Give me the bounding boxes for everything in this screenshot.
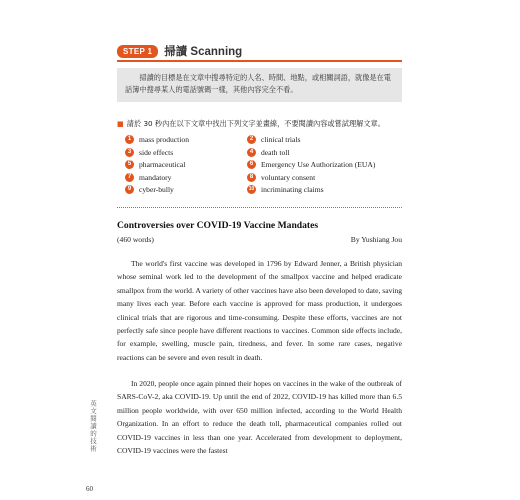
number-badge: 8: [247, 173, 256, 182]
step-title: 掃讀 Scanning: [164, 46, 243, 58]
step-divider: [117, 60, 402, 62]
number-badge: 2: [247, 135, 256, 144]
vocab-item: [247, 134, 300, 145]
word-count: (460 words): [117, 235, 154, 244]
vocab-item: [247, 172, 315, 183]
vocab-item: [125, 159, 185, 170]
square-bullet-icon: ■: [117, 119, 124, 128]
number-badge: 5: [125, 160, 134, 169]
article-paragraph-2: In 2020, people once again pinned their hopes on vaccines in the wake of the outbreak of SARS-CoV-2, aka COVID-19. Up until the end of 2022, COVID-19 has killed more than 6.5 million people worldwide, with over 650 million infected, according to the World Health Organization. In an effort to reduce the death toll, pharmaceutical companies rolled out COVID-19 vaccines in less than one year. Accelerated from development to deployment, COVID-19 vaccines were the fastest: [117, 379, 402, 456]
vocab-term: incriminating claims: [261, 185, 324, 194]
author-byline: By Yushiang Jou: [350, 235, 402, 244]
article-paragraph-1: The world's first vaccine was developed in 1796 by Edward Jenner, a British physician whose seminal work led to the development of the smallpox vaccine and helped eradicate smallpox from the world. A variety of other vaccines have also been developed to date, saving many lives each year. Before each vaccine is approved for mass production, it undergoes clinical trials that are rigorous and time-consuming. Despite these efforts, vaccines are not perfectly safe since people have different reactions to vaccines. Common side effects include, for example, swelling, muscle pain, tiredness, and fever. In some rare cases, negative reactions can be severe and even result in death.: [117, 259, 402, 362]
number-badge: 10: [248, 186, 255, 192]
vocab-term: death toll: [261, 147, 290, 157]
vocab-item: [247, 147, 289, 158]
number-badge: 6: [247, 160, 256, 169]
intro-box: 掃讀的目標是在文章中搜尋特定的人名、時間、地點，或相關詞語，就像是在電話簿中搜尋某人的電話號碼一樣，其他內容完全不看。: [117, 68, 402, 102]
vocab-term: side effects: [139, 147, 174, 157]
number-badge: 4: [247, 148, 256, 157]
vocab-term: pharmaceutical: [139, 160, 186, 169]
instruction-text: 請於 30 秒內在以下文章中找出下列文字並畫線，不要閱讀內容或嘗試理解文章。: [126, 119, 385, 128]
vocab-term: clinical trials: [261, 135, 301, 144]
vocab-term: mass production: [139, 135, 189, 144]
step-badge: STEP 1: [117, 45, 158, 58]
number-badge: 1: [125, 135, 134, 144]
vocab-item: [247, 159, 375, 170]
vocab-item: [125, 172, 171, 183]
vocab-item: [125, 147, 173, 158]
vocab-term: Emergency Use Authorization (EUA): [261, 160, 376, 169]
book-side-title: 英文閱讀的技術: [89, 400, 97, 453]
vocab-item: [125, 184, 174, 195]
vocab-term: mandatory: [139, 172, 172, 182]
instruction: [117, 119, 385, 129]
number-badge: 3: [125, 148, 134, 157]
article-title: Controversies over COVID-19 Vaccine Mandates: [117, 220, 319, 231]
page-number: 60: [86, 485, 93, 493]
vocab-term: voluntary consent: [261, 172, 316, 182]
vocab-item: [125, 134, 189, 145]
vocab-item: [247, 184, 324, 195]
vocab-term: cyber-bully: [139, 185, 174, 194]
dotted-divider: [117, 207, 402, 208]
number-badge: 7: [125, 173, 134, 182]
step-header: [117, 43, 242, 59]
number-badge: 9: [125, 185, 134, 194]
